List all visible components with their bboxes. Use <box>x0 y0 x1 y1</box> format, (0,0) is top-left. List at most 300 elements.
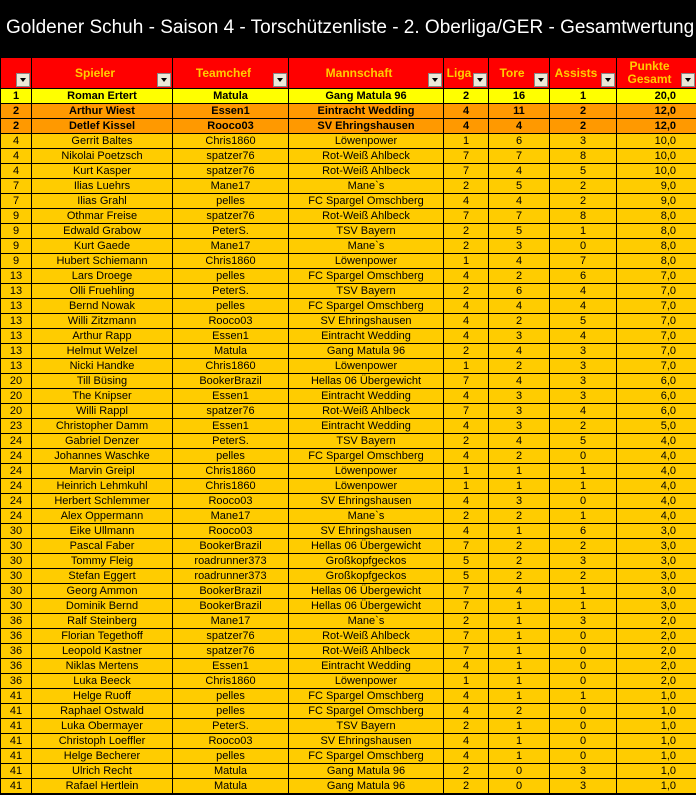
table-row <box>1 119 696 134</box>
table-row <box>1 434 696 449</box>
spieler-cell: Othmar Freise <box>32 209 173 224</box>
punkte-cell: 3,0 <box>617 584 696 599</box>
table-row <box>1 599 696 614</box>
tore-cell: 2 <box>489 539 550 554</box>
table-row <box>1 344 696 359</box>
table-row <box>1 539 696 554</box>
mannschaft-cell: Rot-Weiß Ahlbeck <box>289 209 444 224</box>
teamchef-cell: spatzer76 <box>173 149 289 164</box>
punkte-cell: 10,0 <box>617 134 696 149</box>
punkte-cell: 3,0 <box>617 524 696 539</box>
rank-cell: 36 <box>1 614 32 629</box>
rank-cell: 2 <box>1 119 32 134</box>
assists-cell: 1 <box>550 464 617 479</box>
spieler-cell: Raphael Ostwald <box>32 704 173 719</box>
filter-dropdown-icon[interactable] <box>681 73 695 87</box>
punkte-cell: 8,0 <box>617 224 696 239</box>
assists-cell: 2 <box>550 179 617 194</box>
rank-cell: 41 <box>1 764 32 779</box>
tore-cell: 1 <box>489 599 550 614</box>
tore-cell: 3 <box>489 404 550 419</box>
teamchef-cell: Rooco03 <box>173 524 289 539</box>
assists-cell: 4 <box>550 299 617 314</box>
punkte-cell: 7,0 <box>617 314 696 329</box>
rank-cell: 23 <box>1 419 32 434</box>
tore-cell: 4 <box>489 254 550 269</box>
tore-cell: 4 <box>489 344 550 359</box>
table-row <box>1 644 696 659</box>
tore-cell: 5 <box>489 224 550 239</box>
table-row <box>1 659 696 674</box>
liga-cell: 5 <box>444 554 489 569</box>
tore-cell: 1 <box>489 659 550 674</box>
assists-cell: 0 <box>550 719 617 734</box>
assists-cell: 2 <box>550 539 617 554</box>
rank-cell: 24 <box>1 494 32 509</box>
filter-dropdown-icon[interactable] <box>273 73 287 87</box>
teamchef-cell: Chris1860 <box>173 134 289 149</box>
tore-cell: 2 <box>489 359 550 374</box>
punkte-cell: 4,0 <box>617 449 696 464</box>
filter-dropdown-icon[interactable] <box>428 73 442 87</box>
mannschaft-cell: Gang Matula 96 <box>289 764 444 779</box>
rank-cell: 4 <box>1 149 32 164</box>
spieler-cell: The Knipser <box>32 389 173 404</box>
table-row <box>1 149 696 164</box>
rank-cell: 30 <box>1 599 32 614</box>
spieler-cell: Heinrich Lehmkuhl <box>32 479 173 494</box>
table-row <box>1 584 696 599</box>
tore-cell: 6 <box>489 134 550 149</box>
liga-cell: 2 <box>444 764 489 779</box>
tore-cell: 6 <box>489 284 550 299</box>
liga-cell: 4 <box>444 314 489 329</box>
liga-cell: 7 <box>444 164 489 179</box>
punkte-cell: 8,0 <box>617 239 696 254</box>
table-row <box>1 464 696 479</box>
mannschaft-cell: Eintracht Wedding <box>289 389 444 404</box>
mannschaft-cell: FC Spargel Omschberg <box>289 749 444 764</box>
spieler-cell: Bernd Nowak <box>32 299 173 314</box>
punkte-cell: 6,0 <box>617 404 696 419</box>
assists-cell: 3 <box>550 764 617 779</box>
spieler-cell: Nicki Handke <box>32 359 173 374</box>
teamchef-cell: pelles <box>173 299 289 314</box>
mannschaft-cell: TSV Bayern <box>289 224 444 239</box>
punkte-cell: 2,0 <box>617 629 696 644</box>
table-row <box>1 89 696 104</box>
scorer-table <box>0 57 696 794</box>
spieler-cell: Dominik Bernd <box>32 599 173 614</box>
teamchef-cell: spatzer76 <box>173 644 289 659</box>
rank-cell: 30 <box>1 554 32 569</box>
assists-cell: 1 <box>550 89 617 104</box>
tore-cell: 3 <box>489 389 550 404</box>
table-row <box>1 449 696 464</box>
tore-cell: 2 <box>489 569 550 584</box>
rank-cell: 41 <box>1 779 32 794</box>
tore-cell: 4 <box>489 194 550 209</box>
spieler-cell: Hubert Schiemann <box>32 254 173 269</box>
liga-cell: 2 <box>444 89 489 104</box>
teamchef-cell: Mane17 <box>173 179 289 194</box>
liga-cell: 4 <box>444 299 489 314</box>
tore-cell: 4 <box>489 374 550 389</box>
teamchef-cell: Rooco03 <box>173 494 289 509</box>
mannschaft-cell: SV Ehringshausen <box>289 119 444 134</box>
filter-dropdown-icon[interactable] <box>473 73 487 87</box>
teamchef-cell: Mane17 <box>173 614 289 629</box>
teamchef-cell: BookerBrazil <box>173 599 289 614</box>
punkte-cell: 3,0 <box>617 554 696 569</box>
rank-cell: 9 <box>1 224 32 239</box>
liga-cell: 7 <box>444 404 489 419</box>
filter-dropdown-icon[interactable] <box>534 73 548 87</box>
spieler-cell: Detlef Kissel <box>32 119 173 134</box>
table-row <box>1 104 696 119</box>
mannschaft-cell: Rot-Weiß Ahlbeck <box>289 164 444 179</box>
table-row <box>1 554 696 569</box>
tore-cell: 0 <box>489 764 550 779</box>
liga-cell: 4 <box>444 704 489 719</box>
liga-cell: 4 <box>444 659 489 674</box>
tore-cell: 1 <box>489 749 550 764</box>
assists-cell: 3 <box>550 554 617 569</box>
rank-cell: 41 <box>1 689 32 704</box>
punkte-cell: 9,0 <box>617 179 696 194</box>
tore-cell: 1 <box>489 524 550 539</box>
spieler-cell: Ilias Luehrs <box>32 179 173 194</box>
rank-cell: 36 <box>1 644 32 659</box>
teamchef-cell: roadrunner373 <box>173 554 289 569</box>
punkte-cell: 4,0 <box>617 464 696 479</box>
table-row <box>1 509 696 524</box>
rank-cell: 2 <box>1 104 32 119</box>
punkte-cell: 3,0 <box>617 569 696 584</box>
punkte-cell: 10,0 <box>617 164 696 179</box>
spieler-cell: Tommy Fleig <box>32 554 173 569</box>
teamchef-cell: Chris1860 <box>173 254 289 269</box>
punkte-cell: 5,0 <box>617 419 696 434</box>
liga-cell: 2 <box>444 284 489 299</box>
mannschaft-cell: Eintracht Wedding <box>289 329 444 344</box>
rank-cell: 13 <box>1 359 32 374</box>
table-row <box>1 569 696 584</box>
liga-cell: 1 <box>444 254 489 269</box>
rank-cell: 13 <box>1 284 32 299</box>
spieler-cell: Alex Oppermann <box>32 509 173 524</box>
spieler-cell: Eike Ullmann <box>32 524 173 539</box>
spieler-cell: Luka Obermayer <box>32 719 173 734</box>
assists-cell: 0 <box>550 644 617 659</box>
teamchef-cell: BookerBrazil <box>173 584 289 599</box>
assists-cell: 0 <box>550 749 617 764</box>
assists-cell: 2 <box>550 194 617 209</box>
col-tore-header: Tore <box>489 58 550 89</box>
teamchef-cell: Chris1860 <box>173 359 289 374</box>
liga-cell: 7 <box>444 149 489 164</box>
punkte-cell: 1,0 <box>617 749 696 764</box>
tore-cell: 1 <box>489 644 550 659</box>
rank-cell: 4 <box>1 164 32 179</box>
assists-cell: 0 <box>550 494 617 509</box>
filter-dropdown-icon[interactable] <box>157 73 171 87</box>
assists-cell: 2 <box>550 419 617 434</box>
table-row <box>1 329 696 344</box>
punkte-cell: 9,0 <box>617 194 696 209</box>
punkte-cell: 1,0 <box>617 734 696 749</box>
rank-cell: 20 <box>1 404 32 419</box>
assists-cell: 0 <box>550 239 617 254</box>
tore-cell: 2 <box>489 509 550 524</box>
liga-cell: 2 <box>444 344 489 359</box>
tore-cell: 1 <box>489 734 550 749</box>
table-row <box>1 374 696 389</box>
assists-cell: 1 <box>550 224 617 239</box>
teamchef-cell: Rooco03 <box>173 119 289 134</box>
spieler-cell: Helge Becherer <box>32 749 173 764</box>
teamchef-cell: pelles <box>173 689 289 704</box>
mannschaft-cell: Rot-Weiß Ahlbeck <box>289 629 444 644</box>
assists-cell: 1 <box>550 599 617 614</box>
spieler-cell: Ralf Steinberg <box>32 614 173 629</box>
assists-cell: 1 <box>550 509 617 524</box>
liga-cell: 7 <box>444 599 489 614</box>
liga-cell: 4 <box>444 494 489 509</box>
table-row <box>1 359 696 374</box>
assists-cell: 4 <box>550 284 617 299</box>
teamchef-cell: spatzer76 <box>173 404 289 419</box>
table-row <box>1 734 696 749</box>
col-assists-header: Assists <box>550 58 617 89</box>
filter-dropdown-icon[interactable] <box>16 73 30 87</box>
punkte-cell: 8,0 <box>617 209 696 224</box>
col-teamchef-header: Teamchef <box>173 58 289 89</box>
rank-cell: 1 <box>1 89 32 104</box>
spieler-cell: Helge Ruoff <box>32 689 173 704</box>
table-row <box>1 239 696 254</box>
liga-cell: 4 <box>444 419 489 434</box>
mannschaft-cell: Löwenpower <box>289 464 444 479</box>
assists-cell: 2 <box>550 119 617 134</box>
punkte-cell: 6,0 <box>617 374 696 389</box>
liga-cell: 2 <box>444 719 489 734</box>
assists-cell: 0 <box>550 734 617 749</box>
teamchef-cell: Rooco03 <box>173 314 289 329</box>
punkte-cell: 12,0 <box>617 119 696 134</box>
spieler-cell: Christopher Damm <box>32 419 173 434</box>
rank-cell: 20 <box>1 374 32 389</box>
mannschaft-cell: TSV Bayern <box>289 284 444 299</box>
punkte-cell: 7,0 <box>617 284 696 299</box>
table-row <box>1 209 696 224</box>
punkte-cell: 4,0 <box>617 494 696 509</box>
spieler-cell: Gabriel Denzer <box>32 434 173 449</box>
punkte-cell: 3,0 <box>617 599 696 614</box>
tore-cell: 4 <box>489 299 550 314</box>
rank-cell: 30 <box>1 524 32 539</box>
assists-cell: 0 <box>550 704 617 719</box>
teamchef-cell: Matula <box>173 779 289 794</box>
assists-cell: 3 <box>550 134 617 149</box>
table-row <box>1 689 696 704</box>
mannschaft-cell: Mane`s <box>289 509 444 524</box>
table-row <box>1 134 696 149</box>
mannschaft-cell: Gang Matula 96 <box>289 344 444 359</box>
tore-cell: 1 <box>489 719 550 734</box>
tore-cell: 4 <box>489 434 550 449</box>
teamchef-cell: Chris1860 <box>173 479 289 494</box>
mannschaft-cell: Löwenpower <box>289 254 444 269</box>
teamchef-cell: Essen1 <box>173 329 289 344</box>
assists-cell: 0 <box>550 659 617 674</box>
mannschaft-cell: Mane`s <box>289 179 444 194</box>
punkte-cell: 7,0 <box>617 344 696 359</box>
rank-cell: 13 <box>1 314 32 329</box>
mannschaft-cell: Mane`s <box>289 614 444 629</box>
liga-cell: 7 <box>444 539 489 554</box>
spieler-cell: Niklas Mertens <box>32 659 173 674</box>
col-liga-header: Liga <box>444 58 489 89</box>
spieler-cell: Roman Ertert <box>32 89 173 104</box>
assists-cell: 3 <box>550 389 617 404</box>
spieler-cell: Gerrit Baltes <box>32 134 173 149</box>
liga-cell: 2 <box>444 779 489 794</box>
rank-cell: 24 <box>1 509 32 524</box>
table-row <box>1 479 696 494</box>
rank-cell: 4 <box>1 134 32 149</box>
mannschaft-cell: FC Spargel Omschberg <box>289 299 444 314</box>
mannschaft-cell: TSV Bayern <box>289 434 444 449</box>
tore-cell: 7 <box>489 149 550 164</box>
spieler-cell: Marvin Greipl <box>32 464 173 479</box>
mannschaft-cell: FC Spargel Omschberg <box>289 269 444 284</box>
tore-cell: 1 <box>489 674 550 689</box>
liga-cell: 2 <box>444 509 489 524</box>
mannschaft-cell: FC Spargel Omschberg <box>289 449 444 464</box>
teamchef-cell: Matula <box>173 344 289 359</box>
liga-cell: 2 <box>444 224 489 239</box>
rank-cell: 41 <box>1 734 32 749</box>
table-row <box>1 254 696 269</box>
filter-dropdown-icon[interactable] <box>601 73 615 87</box>
spieler-cell: Florian Tegethoff <box>32 629 173 644</box>
teamchef-cell: roadrunner373 <box>173 569 289 584</box>
tore-cell: 3 <box>489 419 550 434</box>
teamchef-cell: BookerBrazil <box>173 374 289 389</box>
liga-cell: 2 <box>444 614 489 629</box>
table-row <box>1 674 696 689</box>
liga-cell: 2 <box>444 179 489 194</box>
teamchef-cell: Matula <box>173 764 289 779</box>
liga-cell: 1 <box>444 674 489 689</box>
mannschaft-cell: SV Ehringshausen <box>289 314 444 329</box>
punkte-cell: 2,0 <box>617 644 696 659</box>
assists-cell: 1 <box>550 689 617 704</box>
tore-cell: 0 <box>489 779 550 794</box>
punkte-cell: 10,0 <box>617 149 696 164</box>
tore-cell: 4 <box>489 584 550 599</box>
teamchef-cell: pelles <box>173 704 289 719</box>
mannschaft-cell: SV Ehringshausen <box>289 494 444 509</box>
assists-cell: 5 <box>550 164 617 179</box>
liga-cell: 4 <box>444 524 489 539</box>
liga-cell: 7 <box>444 644 489 659</box>
teamchef-cell: BookerBrazil <box>173 539 289 554</box>
rank-cell: 9 <box>1 239 32 254</box>
liga-cell: 4 <box>444 104 489 119</box>
liga-cell: 4 <box>444 749 489 764</box>
assists-cell: 3 <box>550 614 617 629</box>
col-punkte-header: Punkte Gesamt <box>617 58 696 89</box>
rank-cell: 41 <box>1 704 32 719</box>
mannschaft-cell: Löwenpower <box>289 674 444 689</box>
assists-cell: 6 <box>550 269 617 284</box>
mannschaft-cell: FC Spargel Omschberg <box>289 689 444 704</box>
tore-cell: 5 <box>489 179 550 194</box>
assists-cell: 5 <box>550 434 617 449</box>
rank-cell: 24 <box>1 479 32 494</box>
mannschaft-cell: FC Spargel Omschberg <box>289 704 444 719</box>
rank-cell: 30 <box>1 539 32 554</box>
rank-cell: 30 <box>1 584 32 599</box>
spieler-cell: Nikolai Poetzsch <box>32 149 173 164</box>
teamchef-cell: Essen1 <box>173 389 289 404</box>
tore-cell: 4 <box>489 164 550 179</box>
tore-cell: 1 <box>489 479 550 494</box>
table-row <box>1 224 696 239</box>
table-row <box>1 284 696 299</box>
teamchef-cell: spatzer76 <box>173 164 289 179</box>
assists-cell: 2 <box>550 569 617 584</box>
punkte-cell: 4,0 <box>617 434 696 449</box>
rank-cell: 7 <box>1 194 32 209</box>
spieler-cell: Kurt Kasper <box>32 164 173 179</box>
mannschaft-cell: Rot-Weiß Ahlbeck <box>289 644 444 659</box>
assists-cell: 2 <box>550 104 617 119</box>
liga-cell: 5 <box>444 569 489 584</box>
table-row <box>1 404 696 419</box>
table-row <box>1 494 696 509</box>
rank-cell: 41 <box>1 719 32 734</box>
table-row <box>1 269 696 284</box>
assists-cell: 1 <box>550 584 617 599</box>
punkte-cell: 1,0 <box>617 719 696 734</box>
mannschaft-cell: Löwenpower <box>289 134 444 149</box>
liga-cell: 7 <box>444 374 489 389</box>
punkte-cell: 2,0 <box>617 674 696 689</box>
tore-cell: 1 <box>489 689 550 704</box>
punkte-cell: 7,0 <box>617 329 696 344</box>
assists-cell: 0 <box>550 449 617 464</box>
tore-cell: 1 <box>489 464 550 479</box>
liga-cell: 4 <box>444 449 489 464</box>
assists-cell: 8 <box>550 209 617 224</box>
mannschaft-cell: Großkopfgeckos <box>289 554 444 569</box>
teamchef-cell: Matula <box>173 89 289 104</box>
punkte-cell: 2,0 <box>617 659 696 674</box>
liga-cell: 2 <box>444 239 489 254</box>
punkte-cell: 1,0 <box>617 779 696 794</box>
liga-cell: 4 <box>444 194 489 209</box>
rank-cell: 13 <box>1 269 32 284</box>
header-row <box>1 58 696 89</box>
teamchef-cell: pelles <box>173 269 289 284</box>
tore-cell: 2 <box>489 314 550 329</box>
punkte-cell: 2,0 <box>617 614 696 629</box>
punkte-cell: 3,0 <box>617 539 696 554</box>
mannschaft-cell: Mane`s <box>289 239 444 254</box>
